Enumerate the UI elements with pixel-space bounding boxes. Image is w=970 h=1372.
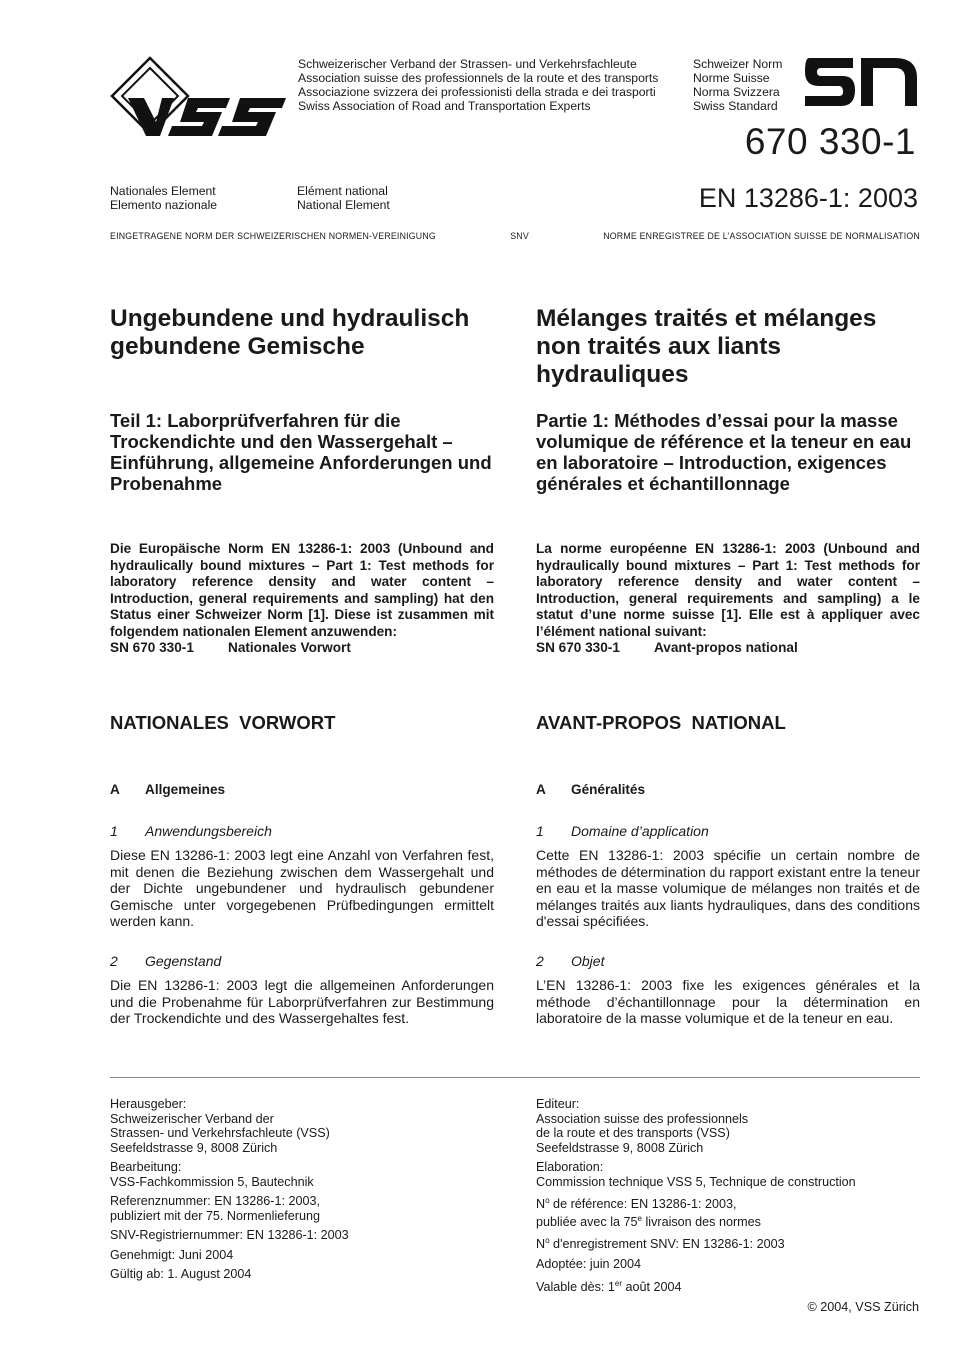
subsection-letter: A bbox=[536, 782, 546, 797]
reference-line: publiziert mit der 75. Normenlieferung bbox=[110, 1208, 320, 1223]
section-number: 1 bbox=[536, 823, 544, 839]
section-title: Anwendungsbereich bbox=[145, 823, 272, 839]
organisation-names bbox=[298, 57, 658, 113]
subsection-a-fr bbox=[536, 782, 920, 798]
reg-mid: SNV bbox=[510, 231, 529, 241]
org-line: Swiss Association of Road and Transportation Experts bbox=[298, 99, 591, 113]
editing-block bbox=[536, 1160, 936, 1189]
en-code: EN 13286-1: 2003 bbox=[698, 183, 918, 213]
sn-logo bbox=[803, 56, 919, 108]
vss-logo bbox=[110, 56, 290, 140]
editing-label: Bearbeitung: bbox=[110, 1160, 182, 1174]
publisher-block bbox=[110, 1097, 494, 1155]
org-line: Associazione svizzera dei professionisti della strada e dei trasporti bbox=[298, 85, 656, 99]
publisher-label: Editeur: bbox=[536, 1097, 580, 1111]
org-line: Schweizerischer Verband der Strassen- und Verkehrsfachleute bbox=[298, 57, 637, 71]
reference-line: $N^o$ de référence: EN 13286-1: 2003, bbox=[536, 1196, 737, 1212]
section-text: Die EN 13286-1: 2003 legt die allgemeinen Anforderungen und die Probenahme für Laborprüfverfahren zur Bestimmung der Trockendichte und des Wassergehaltes fest. bbox=[110, 977, 494, 1026]
subtitle-de: Teil 1: Laborprüfverfahren für die Trockendichte und den Wassergehalt – Einführung, allgemeine Anforderungen und Probenahme bbox=[110, 410, 492, 494]
reg-right: NORME ENREGISTREE DE L’ASSOCIATION SUISSE DE NORMALISATION bbox=[603, 231, 920, 241]
intro-fr bbox=[536, 541, 920, 657]
section-1-fr bbox=[536, 823, 920, 930]
section-number: 1 bbox=[110, 823, 118, 839]
intro-de bbox=[110, 541, 494, 657]
intro-text: Die Europäische Norm EN 13286-1: 2003 (Unbound and hydraulically bound mixtures – Part 1: Test methods for laboratory reference density and water content – Introduction, general requirements and sampling) hat den Status einer Schweizer Norm [1]. Diese ist zusammen mit folgendem nationalen Element anzuwenden: bbox=[110, 541, 494, 639]
ref-code: SN 670 330-1 bbox=[536, 640, 620, 655]
validity-date: Gültig ab: 1. August 2004 bbox=[110, 1267, 252, 1281]
publisher-block bbox=[536, 1097, 936, 1155]
title-de: Ungebundene und hydraulisch gebundene Gemische bbox=[110, 305, 470, 360]
norm-type-labels bbox=[693, 57, 782, 113]
reference-block bbox=[536, 1194, 936, 1229]
section-number: 2 bbox=[110, 953, 118, 969]
section-text: L’EN 13286-1: 2003 fixe les exigences générales et la méthode d’échantillonnage pour la détermination en laboratoire de la masse volumique et de la teneur en eau. bbox=[536, 977, 920, 1026]
footer-divider bbox=[110, 1077, 920, 1078]
norm-line: Norme Suisse bbox=[693, 71, 770, 85]
section-1-de bbox=[110, 823, 494, 930]
document-number: 670 330-1 bbox=[744, 121, 916, 162]
editing-block bbox=[110, 1160, 494, 1189]
footer-de bbox=[110, 1097, 494, 1287]
publisher-line: Seefeldstrasse 9, 8008 Zürich bbox=[110, 1140, 278, 1155]
element-line: Elément national bbox=[297, 184, 388, 198]
validity-date: Valable dès: 1er août 2004 bbox=[536, 1278, 682, 1294]
publisher-line: Schweizerischer Verband der bbox=[110, 1111, 274, 1126]
subsection-letter: A bbox=[110, 782, 120, 797]
section-title: Gegenstand bbox=[145, 953, 222, 969]
intro-reference bbox=[536, 640, 920, 657]
section-2-de bbox=[110, 953, 494, 1027]
snv-registration: SNV-Registriernummer: EN 13286-1: 2003 bbox=[110, 1228, 349, 1242]
element-line: Elemento nazionale bbox=[110, 198, 218, 212]
section-heading bbox=[536, 953, 920, 969]
subtitle-fr: Partie 1: Méthodes d’essai pour la masse volumique de référence et la teneur en eau en laboratoire – Introduction, exigences générales et échantillonnage bbox=[536, 410, 912, 494]
reg-left: EINGETRAGENE NORM DER SCHWEIZERISCHEN NORMEN-VEREINIGUNG bbox=[110, 231, 436, 241]
editing-text: Commission technique VSS 5, Technique de construction bbox=[536, 1174, 856, 1189]
publisher-line: Strassen- und Verkehrsfachleute (VSS) bbox=[110, 1126, 330, 1140]
norm-line: Schweizer Norm bbox=[693, 57, 783, 71]
reference-line: Referenznummer: EN 13286-1: 2003, bbox=[110, 1194, 321, 1208]
publisher-line: Seefeldstrasse 9, 8008 Zürich bbox=[536, 1140, 704, 1155]
snv-registration: $N^o$ d'enregistrement SNV: EN 13286-1: 2003 bbox=[536, 1236, 785, 1252]
ref-name: Nationales Vorwort bbox=[228, 640, 351, 655]
registration-line bbox=[110, 231, 920, 241]
publisher-line: Association suisse des professionnels bbox=[536, 1111, 749, 1126]
section-title: Objet bbox=[571, 953, 605, 969]
reference-line: publiée avec la 75e livraison des normes bbox=[536, 1213, 761, 1229]
ref-code: SN 670 330-1 bbox=[110, 640, 194, 655]
approval-date: Adoptée: juin 2004 bbox=[536, 1257, 642, 1272]
publisher-label: Herausgeber: bbox=[110, 1097, 187, 1111]
editing-label: Elaboration: bbox=[536, 1160, 604, 1174]
section-text: Diese EN 13286-1: 2003 legt eine Anzahl von Verfahren fest, mit denen die Beziehung zwischen dem Wassergehalt und der Dichte ungebundener und hydraulisch gebundener Gemische unter vorgegebenen Prüfbedingungen ermittelt werden kann. bbox=[110, 847, 494, 929]
norm-line: Swiss Standard bbox=[693, 99, 778, 113]
intro-text: La norme européenne EN 13286-1: 2003 (Unbound and hydraulically bound mixtures – Part 1: Test methods for laboratory reference density and water content – Introduction, general requirements and sampling) a le statut d’une norme suisse [1]. Elle est à appliquer avec l’élément national suivant: bbox=[536, 541, 920, 639]
footer-fr bbox=[536, 1097, 936, 1299]
section-number: 2 bbox=[536, 953, 544, 969]
section-heading bbox=[110, 823, 494, 839]
section-text: Cette EN 13286-1: 2003 spécifie un certain nombre de méthodes de détermination du rapport existant entre la teneur en eau et la masse volumique de mélanges non traités et de mélanges traités aux liants hydrauliques, dans des conditions d'essai spécifiées. bbox=[536, 847, 920, 929]
copyright: © 2004, VSS Zürich bbox=[807, 1300, 919, 1314]
section-heading bbox=[536, 823, 920, 839]
ref-name: Avant-propos national bbox=[654, 640, 798, 655]
intro-reference bbox=[110, 640, 494, 657]
element-line: National Element bbox=[297, 198, 390, 212]
section-heading-fr: AVANT-PROPOS NATIONAL bbox=[536, 712, 786, 733]
section-title: Domaine d’application bbox=[571, 823, 709, 839]
approval-date: Genehmigt: Juni 2004 bbox=[110, 1247, 234, 1262]
reference-block bbox=[110, 1194, 494, 1223]
publisher-line: de la route et des transports (VSS) bbox=[536, 1126, 730, 1140]
norm-line: Norma Svizzera bbox=[693, 85, 780, 99]
section-heading-de: NATIONALES VORWORT bbox=[110, 712, 336, 733]
subsection-title: Généralités bbox=[571, 782, 646, 797]
section-heading bbox=[110, 953, 494, 969]
title-fr: Mélanges traités et mélanges non traités aux liants hydrauliques bbox=[536, 305, 877, 388]
subsection-title: Allgemeines bbox=[145, 782, 226, 797]
subsection-a-de bbox=[110, 782, 494, 798]
org-line: Association suisse des professionnels de la route et des transports bbox=[298, 71, 659, 85]
section-2-fr bbox=[536, 953, 920, 1027]
element-label-de bbox=[110, 184, 217, 212]
element-label-fr bbox=[297, 184, 390, 212]
editing-text: VSS-Fachkommission 5, Bautechnik bbox=[110, 1174, 314, 1189]
element-line: Nationales Element bbox=[110, 184, 216, 198]
